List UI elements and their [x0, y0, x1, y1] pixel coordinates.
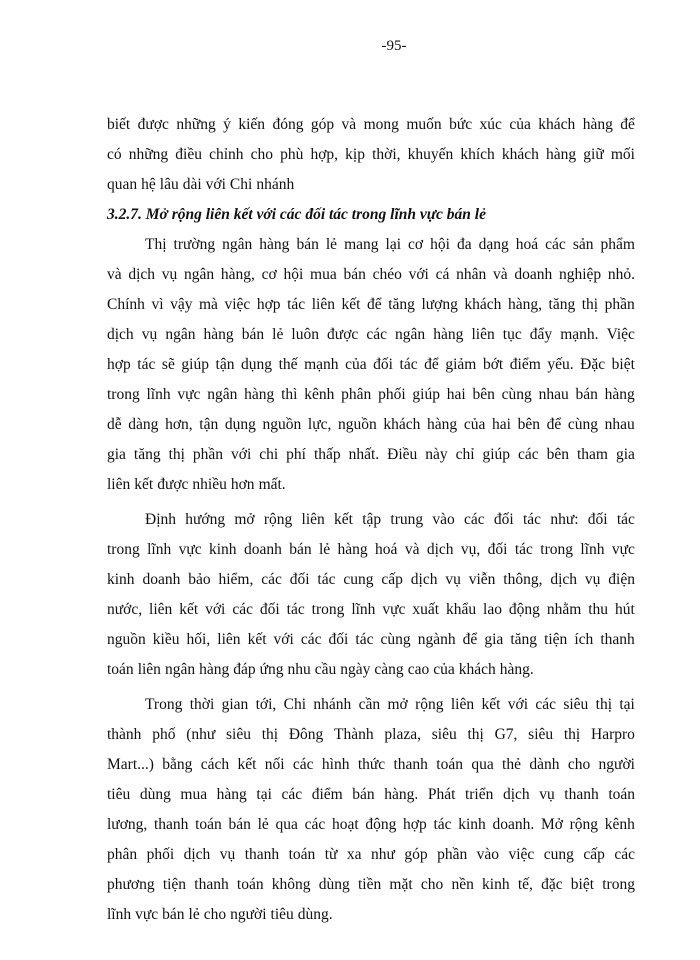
text-line: lĩnh vực bán lẻ cho người tiêu dùng. [107, 906, 333, 923]
section-heading: 3.2.7. Mở rộng liên kết với các đối tác trong lĩnh vực bán lẻ [107, 206, 486, 223]
document-body [107, 110, 635, 930]
text-line: gia tăng thị phần với chi phí thấp nhất. Điều này chỉ giúp các bên tham gia [107, 446, 635, 463]
text-line: dịch vụ ngân hàng bán lẻ luôn được các ngân hàng liên tục đẩy mạnh. Việc [107, 326, 635, 343]
text-line: nước, liên kết với các đối tác trong lĩnh vực xuất khẩu lao động nhằm thu hút [107, 601, 635, 618]
text-line: kinh doanh bảo hiểm, các đối tác cung cấp dịch vụ viễn thông, dịch vụ điện [107, 571, 635, 588]
text-line: lương, thanh toán bán lẻ qua các hoạt động hợp tác kinh doanh. Mở rộng kênh [107, 816, 635, 833]
page-number: -95- [381, 38, 407, 54]
text-line: trong lĩnh vực kinh doanh bán lẻ hàng hoá và dịch vụ, đối tác trong lĩnh vực [107, 541, 635, 558]
text-line: Trong thời gian tới, Chi nhánh cần mở rộng liên kết với các siêu thị tại [145, 696, 635, 713]
text-line: dễ dàng hơn, tận dụng nguồn lực, nguồn khách hàng của hai bên để cùng nhau [107, 416, 635, 433]
text-line: có những điều chỉnh cho phù hợp, kịp thời, khuyến khích khách hàng giữ mối [107, 146, 635, 163]
text-line: thành phố (như siêu thị Đông Thành plaza, siêu thị G7, siêu thị Harpro [107, 726, 635, 743]
text-line: toán liên ngân hàng đáp ứng nhu cầu ngày càng cao của khách hàng. [107, 661, 534, 678]
text-line: Định hướng mở rộng liên kết tập trung vào các đối tác như: đối tác [145, 511, 635, 528]
text-line: hợp tác sẽ giúp tận dụng thế mạnh của đối tác để giảm bớt điểm yếu. Đặc biệt [107, 356, 635, 373]
text-line: và dịch vụ ngân hàng, cơ hội mua bán chéo với cá nhân và doanh nghiệp nhỏ. [107, 266, 635, 283]
text-line: Mart...) bằng cách kết nối các hình thức thanh toán qua thẻ dành cho người [107, 756, 635, 773]
text-line: Thị trường ngân hàng bán lẻ mang lại cơ hội đa dạng hoá các sản phẩm [145, 236, 635, 253]
paragraph-retail-market [107, 230, 635, 500]
text-line: tiêu dùng mua hàng tại các điểm bán hàng. Phát triển dịch vụ thanh toán [107, 786, 635, 803]
paragraph-partnership-direction [107, 505, 635, 685]
text-line: liên kết được nhiều hơn mất. [107, 476, 286, 493]
paragraph-continuation [107, 110, 635, 200]
text-line: Chính vì vậy mà việc hợp tác liên kết để tăng lượng khách hàng, tăng thị phần [107, 296, 635, 313]
text-line: quan hệ lâu dài với Chi nhánh [107, 176, 295, 193]
text-line: phân phối dịch vụ thanh toán từ xa như góp phần vào việc cung cấp các [107, 846, 635, 863]
text-line: nguồn kiều hối, liên kết với các đối tác cùng ngành để gia tăng tiện ích thanh [107, 631, 635, 648]
paragraph-supermarket-links [107, 690, 635, 930]
text-line: trong lĩnh vực ngân hàng thì kênh phân phối giúp hai bên cùng nhau bán hàng [107, 386, 635, 403]
text-line: phương tiện thanh toán không dùng tiền mặt cho nền kinh tế, đặc biệt trong [107, 876, 635, 893]
text-line: biết được những ý kiến đóng góp và mong muốn bức xúc của khách hàng để [107, 116, 635, 133]
